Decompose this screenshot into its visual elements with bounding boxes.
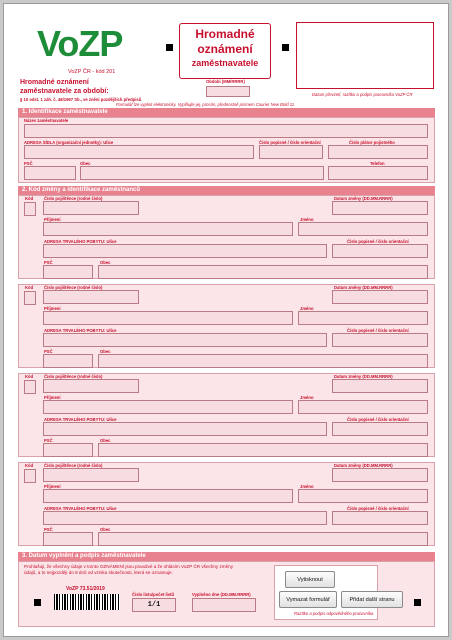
emp3-code-input[interactable] — [24, 380, 36, 394]
emp1-insured-no-input[interactable] — [43, 201, 139, 215]
emp4-zip-label: PSČ — [44, 527, 53, 532]
doc-title-line1: Hromadné — [195, 27, 255, 41]
emp3-zip-input[interactable] — [43, 443, 93, 457]
emp1-street-input[interactable] — [43, 244, 327, 258]
emp3-first-name-label: Jméno — [300, 395, 314, 400]
emp3-address-label: ADRESA TRVALÉHO POBYTU: Ulice — [44, 417, 117, 422]
payer-no-label: Číslo plátce pojistného — [349, 140, 395, 145]
emp4-city-input[interactable] — [98, 532, 428, 546]
emp4-change-date-label: Datum změny (DD.MM.RRRR) — [334, 463, 393, 468]
emp2-city-label: Obec — [100, 349, 111, 354]
emp3-street-input[interactable] — [43, 422, 327, 436]
period-label: Období (MM/RRRR) — [206, 79, 245, 84]
emp2-house-no-label: Číslo popisné / číslo orientační — [347, 328, 409, 333]
employer-city-label: Obec — [80, 161, 91, 166]
doc-title-box — [179, 23, 271, 79]
employer-house-no-label: Číslo popisné / číslo orientační — [259, 140, 321, 145]
corner-marker-tl — [166, 44, 173, 51]
employer-phone-label: Telefon — [370, 161, 385, 166]
emp1-surname-label: Příjmení — [44, 217, 61, 222]
employer-city-input[interactable] — [80, 166, 324, 180]
emp4-first-name-label: Jméno — [300, 484, 314, 489]
emp2-first-name-input[interactable] — [298, 311, 428, 325]
emp4-address-label: ADRESA TRVALÉHO POBYTU: Ulice — [44, 506, 117, 511]
emp2-insured-no-input[interactable] — [43, 290, 139, 304]
emp1-zip-input[interactable] — [43, 265, 93, 279]
section3-header: 3. Datum vyplnění a podpis zaměstnavatele — [18, 552, 435, 561]
employer-name-label: Název zaměstnavatele — [24, 118, 69, 123]
emp3-zip-label: PSČ — [44, 438, 53, 443]
declaration-text: Prohlašuji, že všechny údaje v tomto OZNÁMENÍ jsou pravdivé a že ohlásím VoZP ČR všechny změny údajů, a to nejpozději do 8 dnů od vzniku skutečnosti, která se oznamuje. — [24, 564, 234, 575]
emp1-house-no-label: Číslo popisné / číslo orientační — [347, 239, 409, 244]
filled-date-input[interactable] — [192, 598, 256, 612]
employer-street-input[interactable] — [24, 145, 254, 159]
section2-header: 2. Kód změny a identifikace zaměstnanců — [18, 186, 435, 195]
period-input[interactable] — [206, 86, 250, 97]
employer-name-input[interactable] — [24, 124, 428, 138]
stamp-area — [296, 22, 434, 89]
emp4-street-input[interactable] — [43, 511, 327, 525]
form-code: VoZP 73.51/2019 — [66, 586, 105, 592]
emp2-code-input[interactable] — [24, 291, 36, 305]
emp4-house-no-label: Číslo popisné / číslo orientační — [347, 506, 409, 511]
emp3-insured-no-label: Číslo pojištěnce (rodné číslo) — [44, 374, 103, 379]
emp3-house-no-label: Číslo popisné / číslo orientační — [347, 417, 409, 422]
emp1-city-label: Obec — [100, 260, 111, 265]
emp4-zip-input[interactable] — [43, 532, 93, 546]
barcode — [54, 594, 120, 610]
print-button[interactable]: Vytisknout — [285, 571, 335, 588]
emp1-insured-no-label: Číslo pojištěnce (rodné číslo) — [44, 196, 103, 201]
print-note: Formulář lze vyplnit elektronicky. Vyplňujte jej, prosím, přednostně písmem Courier New Bold 11. — [116, 102, 296, 107]
emp2-address-label: ADRESA TRVALÉHO POBYTU: Ulice — [44, 328, 117, 333]
emp1-code-label: Kód — [25, 196, 34, 201]
emp1-first-name-input[interactable] — [298, 222, 428, 236]
emp1-change-date-input[interactable] — [332, 201, 428, 215]
emp1-city-input[interactable] — [98, 265, 428, 279]
emp2-code-label: Kód — [25, 285, 34, 290]
emp4-code-label: Kód — [25, 463, 34, 468]
corner-marker-br — [414, 599, 421, 606]
emp4-insured-no-label: Číslo pojištěnce (rodné číslo) — [44, 463, 103, 468]
emp1-change-date-label: Datum změny (DD.MM.RRRR) — [334, 196, 393, 201]
form-title-line1: Hromadné oznámení — [20, 79, 89, 86]
employer-address-label: ADRESA SÍDLA (organizační jednotky): Ulice — [24, 140, 114, 145]
emp1-surname-input[interactable] — [43, 222, 293, 236]
form-title-line2: zaměstnavatele za období: — [20, 88, 109, 95]
corner-marker-tr — [282, 44, 289, 51]
emp4-city-label: Obec — [100, 527, 111, 532]
emp2-surname-label: Příjmení — [44, 306, 61, 311]
emp2-house-no-input[interactable] — [332, 333, 428, 347]
emp3-city-input[interactable] — [98, 443, 428, 457]
emp4-surname-label: Příjmení — [44, 484, 61, 489]
add-page-button[interactable]: Přidat další stranu — [341, 591, 403, 608]
filled-date-label: Vyplněno dne (DD.MM.RRRR) — [192, 592, 251, 597]
emp3-first-name-input[interactable] — [298, 400, 428, 414]
emp3-city-label: Obec — [100, 438, 111, 443]
form-sheet — [3, 3, 449, 637]
insurer-code: VoZP ČR - kód 201 — [68, 69, 116, 75]
emp4-code-input[interactable] — [24, 469, 36, 483]
emp1-first-name-label: Jméno — [300, 217, 314, 222]
emp1-code-input[interactable] — [24, 202, 36, 216]
emp2-insured-no-label: Číslo pojištěnce (rodné číslo) — [44, 285, 103, 290]
emp2-city-input[interactable] — [98, 354, 428, 368]
emp3-insured-no-input[interactable] — [43, 379, 139, 393]
doc-title-line3: zaměstnavatele — [191, 58, 259, 68]
section1-header: 1. Identifikace zaměstnavatele — [18, 108, 435, 117]
emp2-surname-input[interactable] — [43, 311, 293, 325]
form-title — [20, 78, 109, 96]
emp2-change-date-input[interactable] — [332, 290, 428, 304]
emp2-zip-label: PSČ — [44, 349, 53, 354]
emp4-insured-no-input[interactable] — [43, 468, 139, 482]
signature-label: Razítko a podpis odpovědného pracovníka — [294, 611, 374, 616]
stamp-note: Datum převzetí, razítko a podpis pracovníka VoZP ČR — [312, 92, 413, 97]
corner-marker-bl — [34, 599, 41, 606]
employer-zip-label: PSČ — [24, 161, 33, 166]
legal-note: § 10 odst. 1 záh. č. 48/1997 Sb., ve znění pozdějších předpisů — [20, 97, 142, 102]
emp4-house-no-input[interactable] — [332, 511, 428, 525]
emp4-surname-input[interactable] — [43, 489, 293, 503]
emp2-zip-input[interactable] — [43, 354, 93, 368]
emp3-change-date-label: Datum změny (DD.MM.RRRR) — [334, 374, 393, 379]
emp1-address-label: ADRESA TRVALÉHO POBYTU: Ulice — [44, 239, 117, 244]
emp3-change-date-input[interactable] — [332, 379, 428, 393]
vozp-logo: VoZP — [37, 23, 123, 64]
employer-zip-input[interactable] — [24, 166, 76, 180]
sheet-no-field: 1/1 — [132, 598, 176, 612]
emp4-change-date-input[interactable] — [332, 468, 428, 482]
emp3-surname-label: Příjmení — [44, 395, 61, 400]
emp3-surname-input[interactable] — [43, 400, 293, 414]
emp1-zip-label: PSČ — [44, 260, 53, 265]
payer-no-input[interactable] — [328, 145, 428, 159]
clear-form-button[interactable]: Vymazat formulář — [279, 591, 337, 608]
emp1-house-no-input[interactable] — [332, 244, 428, 258]
employer-phone-input[interactable] — [328, 166, 428, 180]
emp3-house-no-input[interactable] — [332, 422, 428, 436]
emp4-first-name-input[interactable] — [298, 489, 428, 503]
emp3-code-label: Kód — [25, 374, 34, 379]
employer-house-no-input[interactable] — [259, 145, 323, 159]
sheet-no-label: Číslo listu/počet listů — [132, 592, 175, 597]
emp2-change-date-label: Datum změny (DD.MM.RRRR) — [334, 285, 393, 290]
emp2-street-input[interactable] — [43, 333, 327, 347]
emp2-first-name-label: Jméno — [300, 306, 314, 311]
doc-title-line2: oznámení — [197, 42, 253, 56]
